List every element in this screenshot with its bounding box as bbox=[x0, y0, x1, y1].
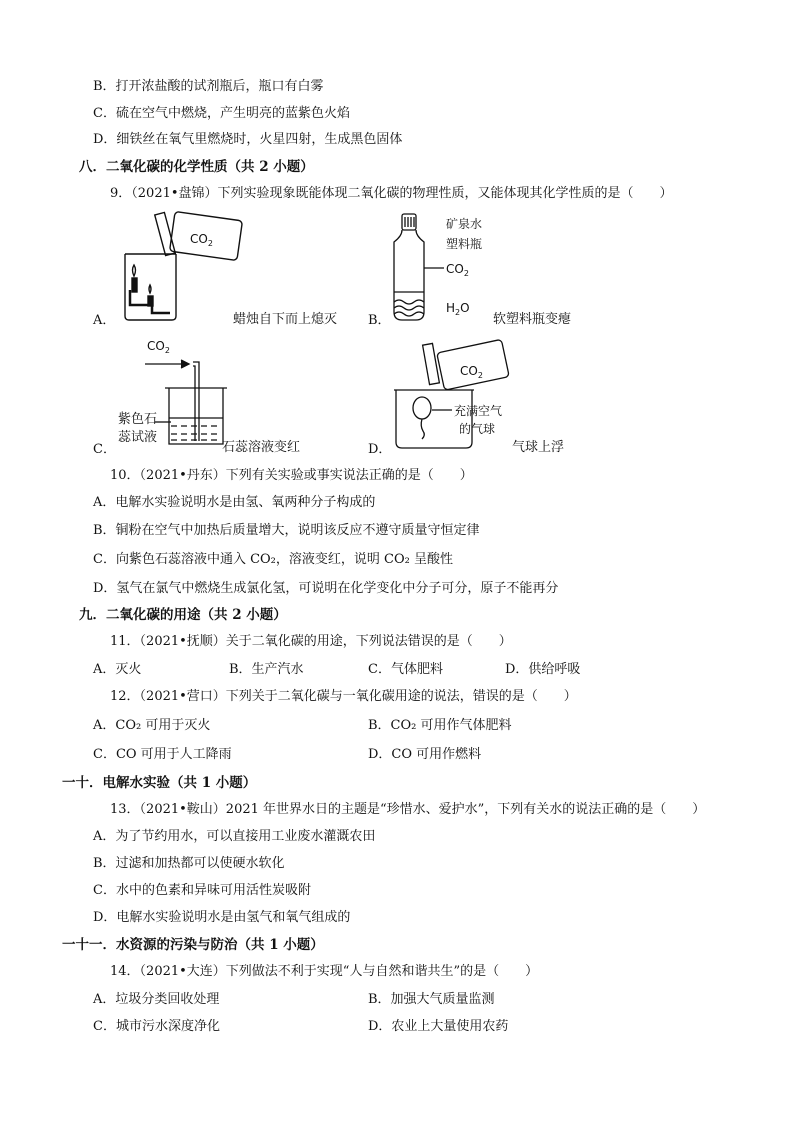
q9-d-co2-label: $CO_2$ bbox=[460, 364, 483, 380]
q9-c-litmus-label-2: 蕊试液 bbox=[118, 430, 158, 445]
q13-option-a: A．为了节约用水，可以直接用工业废水灌溉农田 bbox=[93, 829, 376, 844]
q12-stem: 12．（2021•营口）下列关于二氧化碳与一氧化碳用途的说法，错误的是（ ） bbox=[110, 689, 577, 704]
q8-option-c: C．硫在空气中燃烧，产生明亮的蓝紫色火焰 bbox=[93, 106, 350, 121]
q9-option-d-caption: 气球上浮 bbox=[512, 440, 565, 455]
q9-option-a-caption: 蜡烛自下而上熄灭 bbox=[233, 312, 338, 327]
q9-b-bottle-label-1: 矿泉水 bbox=[446, 217, 483, 231]
q10-option-b: B．铜粉在空气中加热后质量增大，说明该反应不遵守质量守恒定律 bbox=[93, 523, 480, 538]
q13-stem: 13．（2021•鞍山）2021 年世界水日的主题是“珍惜水、爱护水”，下列有关水的说法正确的是（ ） bbox=[110, 802, 706, 817]
q9-b-h2o-label: $H_2O$ bbox=[446, 301, 470, 317]
q9-b-bottle-label-2: 塑料瓶 bbox=[446, 237, 483, 251]
q9-option-b-letter: B． bbox=[368, 313, 391, 328]
q9-option-b-caption: 软塑料瓶变瘪 bbox=[493, 312, 572, 327]
q9-option-a-letter: A． bbox=[93, 313, 116, 328]
q11-stem: 11．（2021•抚顺）关于二氧化碳的用途，下列说法错误的是（ ） bbox=[110, 634, 512, 649]
q11-option-b: B．生产汽水 bbox=[229, 662, 304, 677]
section-heading-9: 九．二氧化碳的用途（共 2 小题） bbox=[79, 607, 287, 623]
q8-option-d: D．细铁丝在氧气里燃烧时，火星四射，生成黑色固体 bbox=[93, 132, 403, 147]
q9-d-balloon-label-1: 充满空气 bbox=[454, 404, 503, 418]
section-heading-8: 八．二氧化碳的化学性质（共 2 小题） bbox=[79, 159, 314, 175]
q13-option-d: D．电解水实验说明水是由氢气和氧气组成的 bbox=[93, 910, 351, 925]
q14-option-d: D．农业上大量使用农药 bbox=[368, 1019, 509, 1034]
q10-option-a: A．电解水实验说明水是由氢、氧两种分子构成的 bbox=[93, 495, 376, 510]
section-heading-10: 一十．电解水实验（共 1 小题） bbox=[62, 775, 257, 791]
q11-option-c: C．气体肥料 bbox=[368, 662, 443, 677]
q12-option-c: C．CO 可用于人工降雨 bbox=[93, 747, 232, 762]
section-heading-11: 一十一．水资源的污染与防治（共 1 小题） bbox=[62, 937, 324, 953]
q9-b-co2-label: $CO_2$ bbox=[446, 262, 469, 278]
q9-a-co2-label: $CO_2$ bbox=[190, 232, 213, 248]
q12-option-b: B．CO₂ 可用作气体肥料 bbox=[368, 718, 512, 733]
q13-option-c: C．水中的色素和异味可用活性炭吸附 bbox=[93, 883, 311, 898]
q9-c-co2-label: $CO_2$ bbox=[147, 339, 170, 355]
q14-option-b: B．加强大气质量监测 bbox=[368, 992, 495, 1007]
q10-stem: 10．（2021•丹东）下列有关实验或事实说法正确的是（ ） bbox=[110, 468, 473, 483]
q9-c-litmus-label-1: 紫色石 bbox=[118, 412, 158, 427]
q12-option-d: D．CO 可用作燃料 bbox=[368, 747, 482, 762]
q9-stem: 9．（2021•盘锦）下列实验现象既能体现二氧化碳的物理性质，又能体现其化学性质的是（ ） bbox=[110, 186, 673, 201]
q9-figure-a bbox=[118, 210, 268, 325]
q14-option-c: C．城市污水深度净化 bbox=[93, 1019, 220, 1034]
q9-option-d-letter: D． bbox=[368, 442, 392, 457]
q9-option-c-letter: C． bbox=[93, 442, 116, 457]
q12-option-a: A．CO₂ 可用于灭火 bbox=[93, 718, 211, 733]
q11-option-d: D．供给呼吸 bbox=[505, 662, 581, 677]
q9-option-c-caption: 石蕊溶液变红 bbox=[222, 440, 301, 455]
q14-stem: 14．（2021•大连）下列做法不利于实现“人与自然和谐共生”的是（ ） bbox=[110, 964, 539, 979]
q10-option-c: C．向紫色石蕊溶液中通入 CO₂，溶液变红，说明 CO₂ 呈酸性 bbox=[93, 552, 453, 567]
q14-option-a: A．垃圾分类回收处理 bbox=[93, 992, 220, 1007]
q9-figure-b bbox=[388, 212, 498, 327]
q10-option-d: D．氢气在氯气中燃烧生成氯化氢，可说明在化学变化中分子可分，原子不能再分 bbox=[93, 581, 559, 596]
q13-option-b: B．过滤和加热都可以使硬水软化 bbox=[93, 856, 285, 871]
q8-option-b: B．打开浓盐酸的试剂瓶后，瓶口有白雾 bbox=[93, 79, 324, 94]
q9-d-balloon-label-2: 的气球 bbox=[459, 422, 496, 436]
q11-option-a: A．灭火 bbox=[93, 662, 142, 677]
